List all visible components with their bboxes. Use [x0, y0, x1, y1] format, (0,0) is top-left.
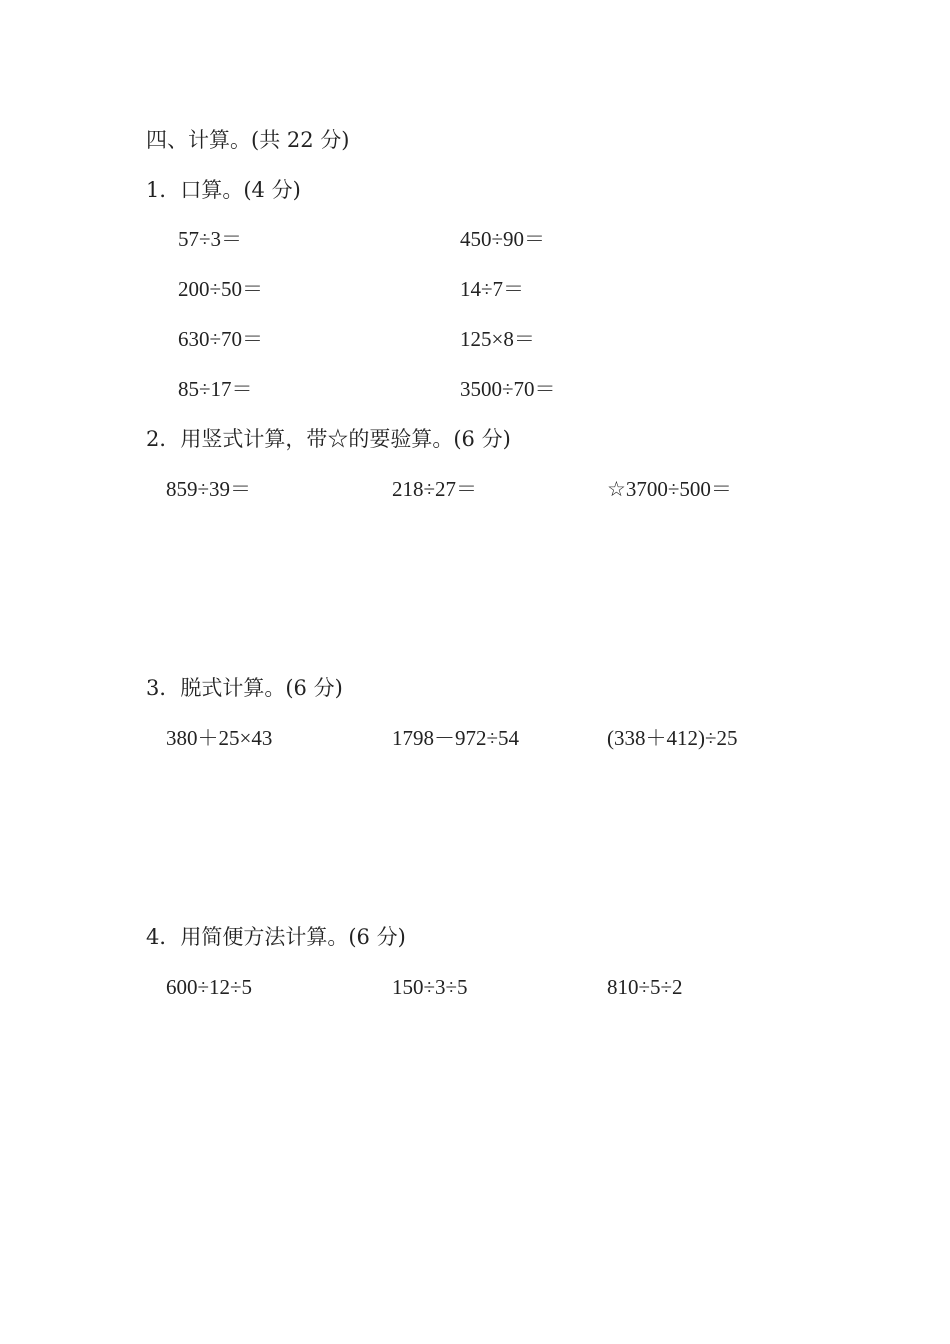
- question-4-heading: 4．用简便方法计算。(6 分): [146, 925, 406, 949]
- q1-item: 3500÷70＝: [460, 377, 556, 401]
- q1-item: 450÷90＝: [460, 227, 546, 251]
- q1-item: 57÷3＝: [178, 227, 243, 251]
- q2-item: 859÷39＝: [166, 477, 252, 501]
- q1-item: 630÷70＝: [178, 327, 264, 351]
- q1-item: 14÷7＝: [460, 277, 525, 301]
- question-1-heading: 1．口算。(4 分): [146, 178, 301, 202]
- q3-item: 1798－972÷54: [392, 726, 520, 750]
- q1-item: 125×8＝: [460, 327, 535, 351]
- q2-item-starred: ☆3700÷500＝: [607, 477, 732, 501]
- q3-item: 380＋25×43: [166, 726, 273, 750]
- q2-item: 218÷27＝: [392, 477, 478, 501]
- q4-item: 150÷3÷5: [392, 975, 468, 999]
- q1-item: 85÷17＝: [178, 377, 253, 401]
- q4-item: 600÷12÷5: [166, 975, 253, 999]
- section-title: 四、计算。(共 22 分): [146, 128, 350, 152]
- question-3-heading: 3．脱式计算。(6 分): [146, 676, 343, 700]
- question-2-heading: 2．用竖式计算，带☆的要验算。(6 分): [146, 427, 511, 451]
- q1-item: 200÷50＝: [178, 277, 264, 301]
- q4-item: 810÷5÷2: [607, 975, 683, 999]
- q3-item: (338＋412)÷25: [607, 726, 738, 750]
